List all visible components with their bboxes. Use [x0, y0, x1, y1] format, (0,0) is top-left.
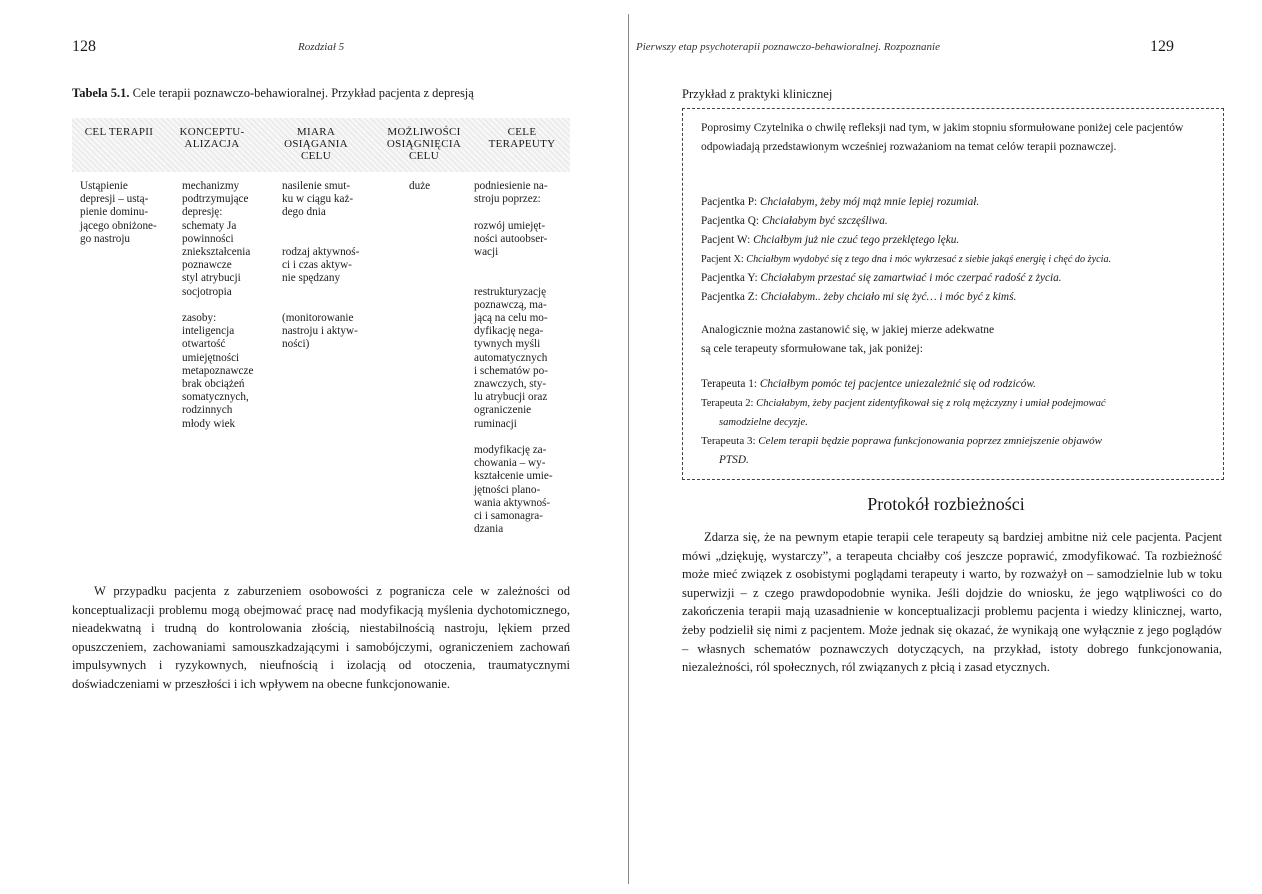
therapist-goals-list [701, 375, 1106, 470]
table-header-conceptualization: KONCEPTU- ALIZACJA [179, 126, 245, 150]
right-body-paragraph: Zdarza się, że na pewnym etapie terapii cele terapeuty są bardziej ambitne niż cele pacjenta. Pacjent mówi „dziękuję, wystarczy”, a terapeuta chciałby coś jeszcze poprawić, zmodyfikować. Ta rozbieżność może mieć związek z osobistymi poglądami terapeuty i warto, by rozważył on – samodzielnie lub w toku superwizji – z czego prawdopodobnie wynika. Jeśli dojdzie do wniosku, że jego wątpliwości co do zakończenia terapii mają uzasadnienie w konceptualizacji problemu pacjenta i wiedzy klinicznej, warto, żeby podzielił się nimi z pacjentem. Może jednak się okazać, że wynikają one wyłącznie z jego poglądów – własnych schematów poznawczych dotyczących, na przykład, istoty dobrego funkcjonowania, niezależności, ról społecznych, ról związanych z płcią i zasad etycznych. [682, 530, 1222, 675]
running-head-left: Rozdział 5 [298, 41, 345, 53]
table-cell-goal: Ustąpienie depresji – ustą- pienie dominu- jącego obniżone- go nastroju [80, 180, 157, 245]
running-head-right: Pierwszy etap psychoterapii poznawczo-behawioralnej. Rozpoznanie [636, 41, 940, 53]
right-page [630, 0, 1262, 894]
therapist-goal-3: Terapeuta 3: Celem terapii będzie poprawa funkcjonowania poprzez zmniejszenie objawów [701, 435, 1102, 447]
therapist-goal-2-cont: samodzielne decyzje. [719, 417, 808, 428]
page-number-left: 128 [72, 38, 96, 55]
section-title: Protokół rozbieżności [867, 494, 1025, 514]
patient-goal-x: Pacjent X: Chciałbym wydobyć się z tego dna i móc wykrzesać z siebie jakąś energię i chęć do życia. [701, 254, 1112, 265]
patient-goal-w: Pacjent W: Chciałbym już nie czuć tego przeklętego lęku. [701, 234, 960, 246]
table-header-therapist-goals: CELE TERAPEUTY [488, 126, 556, 150]
therapist-goal-1: Terapeuta 1: Chciałbym pomóc tej pacjentce uniezależnić się od rodziców. [701, 378, 1036, 390]
patient-goal-q: Pacjentka Q: Chciałabym być szczęśliwa. [701, 215, 888, 227]
patient-goal-p: Pacjentka P: Chciałabym, żeby mój mąż mnie lepiej rozumiał. [701, 196, 980, 208]
patient-goal-y: Pacjentka Y: Chciałabym przestać się zamartwiać i móc czerpać radość z życia. [701, 272, 1062, 284]
clinical-example-box [682, 108, 1224, 480]
table-header-goal: CEL TERAPII [84, 126, 154, 138]
therapist-goal-2: Terapeuta 2: Chciałabym, żeby pacjent zidentyfikował się z rolą mężczyzny i umiał podejmować [701, 398, 1106, 409]
table-cell-therapist-goals: podniesienie na- stroju poprzez: rozwój umiejęt- ności autoobser- wacji restrukturyzację poznawczą, ma- jącą na celu mo- dyfikację nega- tywnych myśli automatycznych i schematów po- znawczych, sty- lu atrybucji oraz ograniczenie ruminacji modyfikację za- chowania – wy- kształcenie umie- jętności plano- wania aktywnoś- ci i samonagra- dzania [474, 180, 553, 536]
table-caption-label: Tabela 5.1. [72, 86, 130, 100]
table-header [72, 118, 570, 172]
therapist-goal-3-cont: PTSD. [719, 454, 749, 466]
table-cell-possibilities: duże [409, 180, 431, 192]
example-box-title: Przykład z praktyki klinicznej [682, 87, 833, 101]
patient-goals-list [701, 193, 1111, 307]
patient-goal-z: Pacjentka Z: Chciałabym.. żeby chciało mi się żyć… i móc być z kimś. [701, 291, 1017, 303]
example-intro: Poprosimy Czytelnika o chwilę refleksji nad tym, w jakim stopniu sformułowane poniżej cele pacjentów odpowiadają przedstawionym wcześniej rozważaniom na temat celów terapii poznawczej. [701, 122, 1184, 153]
table-header-possibilities: MOŻLIWOŚCI OSIĄGNIĘCIA CELU [386, 126, 462, 162]
example-middle-text: Analogicznie można zastanowić się, w jakiej mierze adekwatne są cele terapeuty sformułowane tak, jak poniżej: [701, 324, 995, 355]
page-number-right: 129 [1150, 38, 1174, 55]
table-caption [72, 86, 474, 101]
left-page [0, 0, 630, 894]
table-cell-conceptualization: mechanizmy podtrzymujące depresję: schematy Ja powinności zniekształcenia poznawcze styl atrybucji socjotropia zasoby: inteligencja otwartość umiejętności metapoznawcze brak obciążeń somatycznych, rodzinnych młody wiek [182, 180, 254, 430]
table-header-measure: MIARA OSIĄGANIA CELU [284, 126, 348, 162]
page-gutter [628, 14, 629, 884]
left-body-paragraph: W przypadku pacjenta z zaburzeniem osobowości z pogranicza cele w zależności od konceptualizacji problemu mogą obejmować pracę nad modyfikacją myślenia dychotomicznego, nieadekwatną i trudną do kontrolowania złością, niestabilnością nastroju, lękiem przed opuszczeniem, zachowaniami samouszkadzającymi i samobójczymi, ograniczeniem zachowań impulsywnych i ryzykownych, nieufnością i izolacją od otoczenia, traumatycznymi doświadczeniami w przeszłości i ich wpływem na obecne funkcjonowanie. [72, 584, 570, 691]
table-caption-text: Cele terapii poznawczo-behawioralnej. Przykład pacjenta z depresją [132, 86, 474, 100]
table-cell-measure: nasilenie smut- ku w ciągu każ- dego dnia rodzaj aktywnoś- ci i czas aktyw- nie spędzany (monitorowanie nastroju i aktyw- ności) [282, 180, 360, 351]
